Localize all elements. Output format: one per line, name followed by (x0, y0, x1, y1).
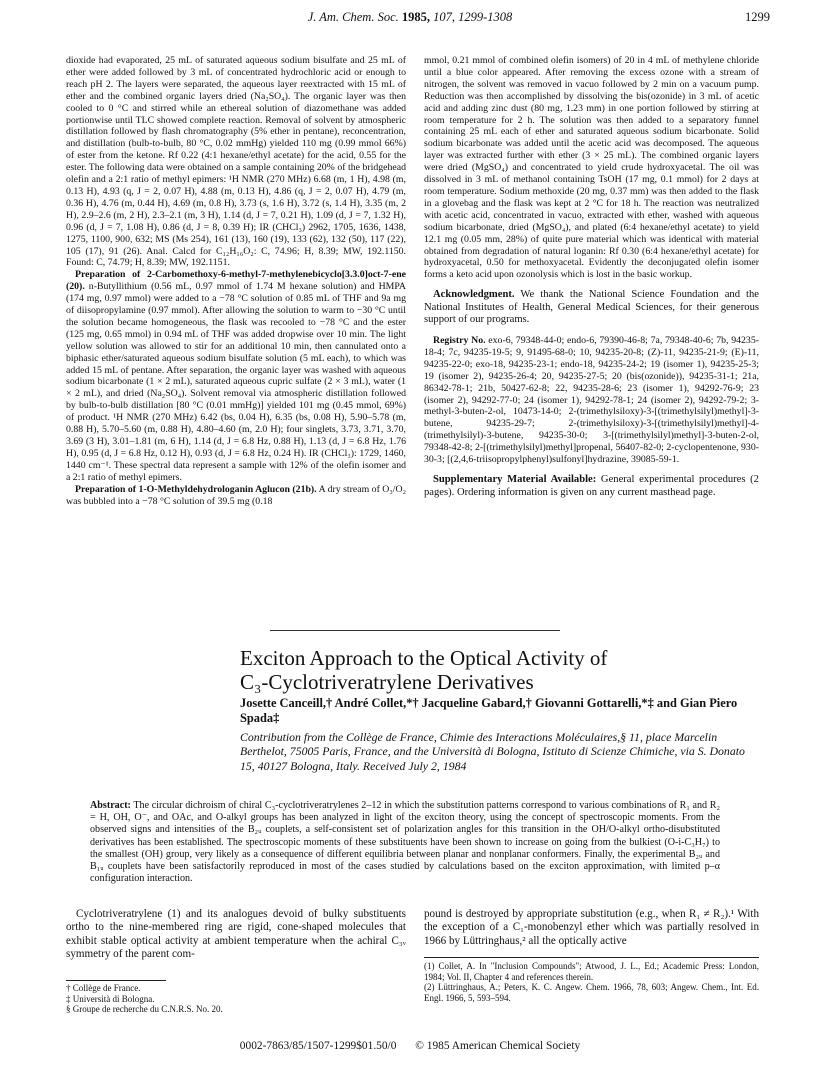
footnotes-right (424, 961, 759, 1003)
copyright-notice: © 1985 American Chemical Society (415, 1040, 581, 1052)
left-paragraph-3 (66, 484, 406, 508)
preparation-heading-20: Preparation of 2-Carbomethoxy-6-methyl-7-methylenebicyclo[3.3.0]oct-7-ene (20). (66, 269, 406, 293)
footnote-rule-right (424, 957, 759, 958)
article-code: 0002-7863/85/1507-1299$01.50/0 (239, 1040, 397, 1052)
footnote-affiliation: † Collège de France. (66, 983, 141, 993)
acknowledgment-text: We thank the National Science Foundation and the National Institutes of Health, General Medical Sciences, for their generous support of our programs. (424, 289, 759, 326)
supplementary-text: General experimental procedures (2 pages). Ordering information is given on any current masthead page. (424, 473, 759, 498)
registry-numbers (424, 335, 759, 466)
journal-name: J. Am. Chem. Soc. (307, 10, 399, 24)
supplementary-heading: Supplementary Material Available: (433, 473, 597, 485)
author-list: Josette Canceill,† André Collet,*† Jacqueline Gabard,† Giovanni Gottarelli,*‡ and Gian Piero Spada‡ (240, 696, 738, 725)
intro-right (424, 908, 759, 948)
left-column (66, 55, 406, 507)
acknowledgment-heading: Acknowledgment. (433, 289, 515, 301)
reference-1: (1) Collet, A. In "Inclusion Compounds"; Atwood, J. L., Ed.; Academic Press: London, 1984; Vol. II, Chapter 4 and references therein. (424, 961, 759, 982)
journal-pages: 1299-1308 (458, 10, 513, 24)
footnote-affiliation: ‡ Università di Bologna. (66, 993, 155, 1004)
intro-right-text: pound is destroyed by appropriate substitution (e.g., when R₁ ≠ R₂).¹ With the exception of a C₁-monobenzyl ether which was partially resolved in 1966 by Lüttringhaus,² all the optically active (424, 908, 759, 947)
abstract (90, 800, 720, 885)
left-paragraph-2 (66, 269, 406, 483)
footnotes-left (66, 983, 406, 1015)
section-divider (270, 630, 560, 631)
abstract-label: Abstract: (90, 800, 131, 811)
journal-year: 1985, (401, 10, 431, 24)
title-line-2: C₃-Cyclotriveratrylene Derivatives (240, 670, 534, 694)
journal-volume: 107, (433, 10, 456, 24)
title-line-1: Exciton Approach to the Optical Activity of (240, 646, 608, 670)
page-number: 1299 (745, 10, 770, 24)
supplementary-material (424, 474, 759, 499)
preparation-text-20: n-Butyllithium (0.56 mL, 0.97 mmol of 1.74 M hexane solution) and HMPA (174 mg, 0.97 mmol) were added to a −78 °C solution of 0.85 mL of THF and 9a mg of diisopropylamine (0.97 mmol). After allowing the solution to warm to −30 °C until the solution became homogeneous, the flask was recooled to −78 °C and the ester (125 mg, 0.65 mmol) in 0.94 mL of THF was added dropwise over 10 min. The light yellow solution was allowed to stir for an additional 10 min, then cannulated onto a biphasic ether/saturated aqueous sodium bisulfate solution (5 mL each), to which was added 15 mL of pentane. After separation, the organic layer was washed with aqueous sodium bicarbonate (1 × 2 mL), saturated aqueous cupric sulfate (2 × 3 mL), water (1 × 2 mL), and dried (Na₂SO₄). Solvent removal via atmospheric distillation followed by bulb-to-bulb distillation [80 °C (0.01 mmHg)] yielded 101 mg (0.45 mmol, 69%) of product. ¹H NMR (270 MHz) 6.42 (bs, 0.04 H), 6.35 (bs, 0.08 H), 5.90–5.78 (m, 0.88 H), 5.70–5.60 (m, 0.88 H), 4.80–4.60 (m, 2.0 H); four singlets, 3.73, 3.71, 3.70, 3.69 (3 H), 3.01–1.81 (m, 6 H), 1.14 (d, J = 6.8 Hz, 0.88 H), 1.13 (d, J = 6.8 Hz, 1.76 H), 0.95 (d, J = 6.8 Hz, 0.12 H), 0.93 (d, J = 6.8 Hz, 0.24 H). IR (CHCl₃): 1729, 1460, 1440 cm⁻¹. These spectral data represent a sample with 12% of the olefin isomer and a 2:1 ratio of methyl epimers. (66, 281, 406, 483)
affiliation: Contribution from the Collège de France, Chimie des Interactions Moléculaires,§ 11, place Marcelin Berthelot, 75005 Paris, France, and the Università di Bologna, Istituto di Scienze Chimiche, via S. Donato 15, 40127 Bologna, Italy. Received July 2, 1984 (240, 730, 745, 773)
page-footer (0, 1040, 820, 1052)
intro-left (66, 908, 406, 962)
left-paragraph-1: dioxide had evaporated, 25 mL of saturated aqueous sodium bisulfate and 25 mL of ether were added followed by 3 mL of concentrated hydrochloric acid or enough to reach pH 2. The layers were separated, the aqueous layer reextracted with 15 mL of ether and the combined organic layers dried (Na₂SO₄). The organic layer was then cooled to 0 °C and stirred while an ethereal solution of diazomethane was added portionwise until TLC showed complete reaction. Removal of solvent by atmospheric distillation followed by flash chromatography (5% ether in pentane), reconcentration, and distillation (bulb-to-bulb, 80 °C, 0.02 mmHg) yielded 110 mg (0.99 mmol 66%) of ester from the ketone. Rf 0.22 (4:1 hexane/ethyl acetate) for the acid, 0.55 for the ester. The following data were obtained on a sample containing 20% of the bridgehead olefin and a 2:1 ratio of methyl epimers: ¹H NMR (270 MHz) 6.68 (m, 1 H), 4.98 (m, 0.13 H), 4.93 (q, J = 2, 0.07 H), 4.88 (m, 0.13 H), 4.86 (q, J = 2, 0.07 H), 4.79 (m, 0.36 H), 4.76 (m, 0.44 H), 4.69 (m, 0.8 H), 3.73 (s, 1.6 H), 3.72 (s, 1.4 H), 3.35 (m, 2 H), 2.9–2.6 (m, 2 H), 2.3–2.1 (m, 3 H), 1.14 (d, J = 7, 0.21 H), 1.09 (d, J = 7, 1.32 H), 0.96 (d, J = 7, 1.08 H), 0.86 (d, J = 8, 0.39 H); IR (CHCl₃) 2962, 1705, 1636, 1438, 1275, 1100, 900, 632; MS (Ms 254), 161 (13), 160 (19), 133 (62), 132 (50), 117 (22), 105 (17), 91 (26). Anal. Calcd for C₁₂H₁₆O₂: C, 74.96; H, 8.39; MW, 192.1150. Found: C, 74.79; H, 8.39; MW, 192.1151. (66, 55, 406, 269)
running-header (0, 10, 820, 25)
reference-2: (2) Lüttringhaus, A.; Peters, K. C. Angew. Chem. 1966, 78, 603; Angew. Chem., Int. Ed. Engl. 1966, 5, 593–594. (424, 982, 759, 1003)
registry-heading: Registry No. (433, 335, 486, 346)
right-column (424, 55, 759, 499)
footnote-rule-left (66, 980, 166, 981)
intro-left-text: Cyclotriveratrylene (1) and its analogues devoid of bulky substituents ortho to the nine-membered ring are rigid, cone-shaped molecules that exhibit stable optical activity at ambient temperature when the achiral C₃ᵥ symmetry of the parent com- (66, 908, 406, 961)
abstract-text: The circular dichroism of chiral C₃-cyclotriveratrylenes 2–12 in which the substitution patterns correspond to various combinations of R₁ and R₂ = H, OH, O⁻, and OAc, and O-alkyl groups has been analyzed in light of the exciton theory, using the concept of spectroscopic moments. From the observed signs and intensities of the B₂ᵤ couplets, a self-consistent set of polarization angles for this transition in the OH/O-alkyl ortho-disubstituted derivatives has been established. The spectroscopic moments of these substituents have been shown to increase on going from the bulkiest (O-i-C₃H₇) to the smallest (OH) group, very likely as a consequence of different equilibria between planar and nonplanar conformers. Finally, the experimental B₂ᵤ and B₁ᵤ couplets have been satisfactorily reproduced in most of the cases studied by calculations based on the exciton approximation, with limited p–α configuration interaction. (90, 800, 720, 885)
preparation-heading-21b: Preparation of 1-O-Methyldehydrologanin Aglucon (21b). (75, 483, 317, 495)
registry-text: exo-6, 79348-44-0; endo-6, 79390-46-8; 7a, 79348-40-6; 7b, 94235-18-4; 7c, 94235-19-5; 9, 91495-68-0; 10, 94235-20-8; (Z)-11, 94235-21-9; (E)-11, 94235-22-0; exo-18, 94235-23-1; endo-18, 94235-24-2; 19 (isomer 1), 94235-25-3; 19 (isomer 2), 94235-26-4; 20, 94235-27-5; 20 (bis(ozonide)), 94235-31-1; 21a, 86342-78-1; 21b, 50427-62-8; 22, 94235-28-6; 23 (isomer 1), 94292-76-9; 23 (isomer 2), 94292-77-0; 24 (isomer 1), 94292-78-1; 24 (isomer 2), 94292-79-2; 3-methyl-3-buten-2-ol, 10473-14-0; 2-(trimethylsiloxy)-3-[(trimethylsilyl)methyl]-3-butene, 94235-29-7; 2-(trimethylsiloxy)-3-[(trimethylsilyl)methyl]-4-(trimethylsilyl)-3-butene, 94235-30-0; 3-[(trimethylsilyl)methyl]-3-buten-2-ol, 79348-42-8; 2-[(trimethylsilyl)methyl]propenal, 56407-82-0; 2-cyclopentenone, 930-30-3; [(2,4,6-triisopropylphenyl)sulfonyl]hydrazine, 39085-59-1. (424, 335, 759, 466)
footnote-affiliation: § Groupe de recherche du C.N.R.S. No. 20. (66, 1004, 223, 1015)
article-title (240, 646, 760, 694)
acknowledgment (424, 289, 759, 327)
right-paragraph-1: mmol, 0.21 mmol of combined olefin isomers) of 20 in 4 mL of methylene chloride until a blue color appeared. After removing the excess ozone with a stream of nitrogen, the solvent was removed in vacuo followed by 2 min on a vacuum pump. Reduction was then accomplished by dissolving the bis(ozonide) in 3 mL of acetic acid and adding zinc dust (80 mg, 1.23 mm) in one portion followed by stirring at room temperature for 2 h. The solution was then added to a separatory funnel containing 25 mL each of ether and saturated aqueous sodium bicarbonate. Solid sodium bicarbonate was added until the acetic acid was decomposed. The aqueous layer was extracted further with ether (3 × 25 mL). The combined organic layers were dried (MgSO₄) and concentrated to yield crude hydroxyacetal. The oil was dissolved in 3 mL of methanol containing TsOH (17 mg, 0.1 mmol) for 2 days at room temperature. Sodium methoxide (20 mg, 0.37 mm) was then added to the flask in a glovebag and the flask was kept at 2 °C for 18 h. The reaction was neutralized with acetic acid, concentrated in vacuo, extracted with ether, washed with aqueous sodium bicarbonate, dried (MgSO₄), and plated (6:4 hexane/ethyl acetate) to yield 12.1 mg (0.05 mm, 28%) of quite pure material which was identical with material obtained from degradation of natural loganin: Rf 0.30 (6:4 hexane/ethyl acetate) for hydroxyacetal, 0.50 for methoxyacetal. Evidently the deconjugated olefin isomer forms a keto acid upon ozonolysis which is lost in the basic workup. (424, 55, 759, 281)
preparation-text-21b: A dry stream of O₃/O₂ was bubbled into a −78 °C solution of 39.5 mg (0.18 (66, 483, 406, 507)
